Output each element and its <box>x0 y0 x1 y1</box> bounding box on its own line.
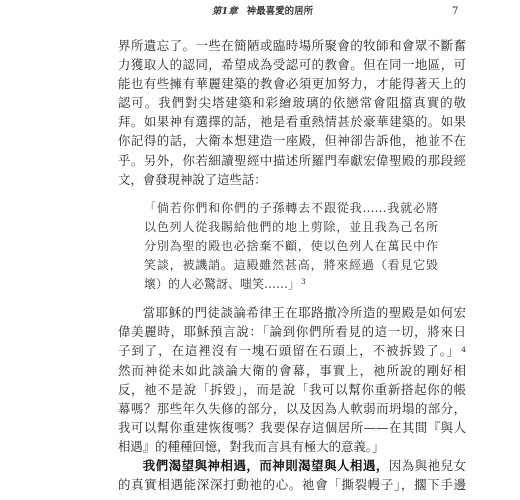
scripture-quote <box>144 199 438 294</box>
body-line: 界所遺忘了。一些在簡陋或臨時場所聚會的牧師和會眾不斷奮 <box>118 38 466 53</box>
footnote-marker: 3 <box>301 277 306 287</box>
body-line: 拜。如果神有選擇的話，祂是看重熱情甚於豪華建築的。如果 <box>118 114 466 130</box>
body-line: 幕嗎？那些年久失修的部分，以及因為人軟弱而坍塌的部分， <box>118 400 466 416</box>
body-paragraph-1 <box>118 36 466 189</box>
quote-line: 分別為聖的殿也必捨棄不顧，使以色列人在萬民中作 <box>144 238 438 253</box>
body-line: 文，會發現神說了這些話： <box>118 171 267 187</box>
body-line-with-footnote <box>118 341 466 360</box>
body-line: 偉美麗時，耶穌預言說：「論到你們所看見的這一切，將來日 <box>118 324 466 340</box>
quote-line-text: 壞）的人必驚訝、嗤笑……」 <box>144 277 301 292</box>
body-line <box>118 456 466 475</box>
chapter-label: 第1章 <box>212 6 238 17</box>
page-number: 7 <box>452 6 459 17</box>
body-line: 反，祂不是說「拆毀」，而是說「我可以幫你重新搭起你的帳 <box>118 381 466 397</box>
body-line: 認可。我們對尖塔建築和彩繪玻璃的依戀常會阻擋真實的敬 <box>118 95 466 111</box>
body-line: 的真實相遇能深深打動祂的心。祂會「撕裂幔子」，擱下手邊 <box>118 477 466 493</box>
body-line: 當耶穌的門徒談論希律王在耶路撒冷所造的聖殿是如何宏 <box>142 305 466 321</box>
body-line: 我可以幫你重建恢復嗎？我要保存這個居所——在其間『與人 <box>118 419 466 435</box>
body-line: 然而神從未如此談論大衛的會幕，事實上，祂所說的剛好相 <box>118 362 466 378</box>
emphasis-text: 我們渴望與神相遇，而神則渴望與人相遇， <box>142 458 389 474</box>
body-line: 乎。另外，你若細讀聖經中描述所羅門奉獻宏偉聖殿的那段經 <box>118 152 466 168</box>
quote-line: 笑談，被譏誚。這殿雖然甚高，將來經過（看見它毀 <box>144 258 438 273</box>
chapter-title: 神最喜愛的居所 <box>246 6 314 17</box>
body-line-text: 因為與祂兒女 <box>388 458 467 474</box>
body-line: 能也有些擁有華麗建築的教會必須更加努力，才能得著天上的 <box>118 76 466 92</box>
footnote-marker: 4 <box>461 344 466 354</box>
body-line: 你記得的話，大衛本想建造一座殿，但神卻告訴他，祂並不在 <box>118 133 466 149</box>
quote-line: 以色列人從我賜給他們的地上剪除，並且我為己名所 <box>144 219 438 234</box>
body-paragraph-3 <box>118 456 466 494</box>
quote-line: 「倘若你們和你們的子孫轉去不跟從我……我就必將 <box>144 200 438 215</box>
body-paragraph-2 <box>118 303 466 456</box>
body-line-text: 子到了，在這裡沒有一塊石頭留在石頭上，不被拆毀了。」 <box>118 343 461 359</box>
quote-line-last <box>144 275 438 294</box>
body-line: 力獲取人的認同，希望成為受認可的教會。但在同一地區，可 <box>118 57 466 73</box>
body-line: 相遇』的種種回憶，對我而言具有極大的意義。」 <box>118 438 385 454</box>
running-header <box>212 4 313 20</box>
